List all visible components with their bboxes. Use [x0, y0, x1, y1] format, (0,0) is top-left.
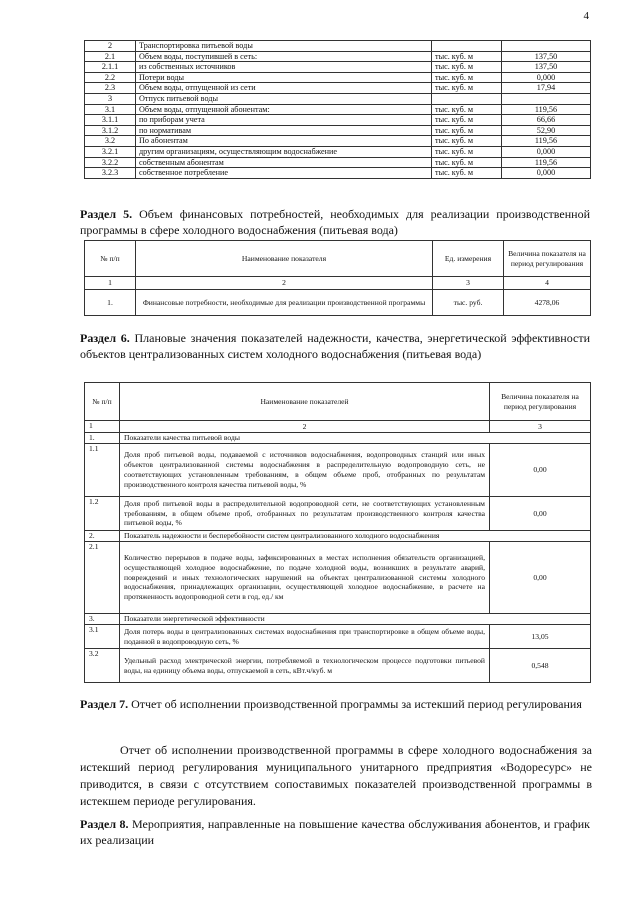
row-unit: тыс. куб. м [432, 157, 502, 168]
section8-label: Раздел 8. [80, 817, 129, 831]
t3-row-name: Количество перерывов в подаче воды, зафиксированных в местах исполнения обязательств организацией, осуществляющей холодное водоснабжение, по подаче холодной воды, возникших в результате аварий, повреждений и иных технологических нарушений на объектах централизованной системы холодного водоснабжения, принадлежащих организации, осуществляющей холодное водоснабжение, в расчете на протяженность водопроводной сети в год, ед./ км [120, 542, 490, 614]
t2-header-unit: Ед. измерения [433, 241, 504, 277]
table-row [85, 51, 591, 62]
t2-header-value: Величина показателя на период регулирования [504, 241, 591, 277]
t3-row-value: 0,00 [490, 444, 591, 497]
row-value: 119,56 [502, 104, 591, 115]
row-name: Объем воды, отпущенной из сети [136, 83, 432, 94]
t3-row-name: Доля потерь воды в централизованных системах водоснабжения при транспортировке в общем объеме воды, поданной в водопроводную сеть, % [120, 625, 490, 649]
row-value [502, 93, 591, 104]
t3-num-2: 2 [120, 421, 490, 433]
row-number: 3.2.3 [85, 168, 136, 179]
t3-row-n: 3.2 [85, 649, 120, 683]
row-value: 0,000 [502, 72, 591, 83]
t3-row-value: 13,05 [490, 625, 591, 649]
table-row [85, 168, 591, 179]
row-unit: тыс. куб. м [432, 115, 502, 126]
section6-title: Плановые значения показателей надежности, качества, энергетической эффективности объектов централизованных систем холодного водоснабжения (питьевая вода) [80, 331, 590, 361]
row-value: 17,94 [502, 83, 591, 94]
t3-row-value: 0,00 [490, 497, 591, 531]
t3-row-name: Удельный расход электрической энергии, потребляемой в технологическом процессе подготовки питьевой воды, на единицу объема воды, отпускаемой в сеть, кВт.ч/куб. м [120, 649, 490, 683]
t2-header-name: Наименование показателя [136, 241, 433, 277]
t3-group-1-title: Показатели качества питьевой воды [120, 433, 591, 444]
financial-needs-table [84, 240, 591, 316]
t3-row-n: 1.1 [85, 444, 120, 497]
row-name: По абонентам [136, 136, 432, 147]
row-value: 119,56 [502, 157, 591, 168]
row-value [502, 41, 591, 52]
row-unit: тыс. куб. м [432, 51, 502, 62]
row-value: 137,50 [502, 51, 591, 62]
t3-row-n: 3.1 [85, 625, 120, 649]
t3-row-n: 2.1 [85, 542, 120, 614]
t3-row-value: 0,00 [490, 542, 591, 614]
row-unit [432, 93, 502, 104]
row-value: 52,90 [502, 125, 591, 136]
t3-header-n: № п/п [85, 383, 120, 421]
section7-paragraph: Отчет об исполнении производственной программы в сфере холодного водоснабжения за истекший период регулирования муниципального унитарного предприятия «Водоресурс» не приводится, в связи с отсутствием сопоставимых показателей производственной программы в истекшем периоде регулирования. [80, 743, 592, 808]
t3-row-name: Доля проб питьевой воды, подаваемой с источников водоснабжения, водопроводных станций или иных объектов централизованной системы водоснабжения в распределительную водопроводную сеть, не соответствующих установленным требованиям, в общем объеме проб, отобранных по результатам производственного контроля качества питьевой воды, % [120, 444, 490, 497]
table-row [85, 93, 591, 104]
section8-title: Мероприятия, направленные на повышение качества обслуживания абонентов, и график их реализации [80, 817, 590, 847]
t2-num-1: 1 [85, 277, 136, 290]
table-row [85, 104, 591, 115]
t2-num-2: 2 [136, 277, 433, 290]
table-row [85, 136, 591, 147]
row-name: по приборам учета [136, 115, 432, 126]
row-name: из собственных источников [136, 62, 432, 73]
table-row [85, 83, 591, 94]
table-row [85, 41, 591, 52]
row-unit: тыс. куб. м [432, 136, 502, 147]
t2-row-value: 4278,06 [504, 290, 591, 316]
row-unit: тыс. куб. м [432, 72, 502, 83]
t3-row-n: 1.2 [85, 497, 120, 531]
t2-header-n: № п/п [85, 241, 136, 277]
row-name: Отпуск питьевой воды [136, 93, 432, 104]
row-number: 3.2.1 [85, 146, 136, 157]
section5-label: Раздел 5. [80, 207, 133, 221]
row-value: 66,66 [502, 115, 591, 126]
row-name: Объем воды, отпущенной абонентам: [136, 104, 432, 115]
t2-row-unit: тыс. руб. [433, 290, 504, 316]
row-number: 3.1 [85, 104, 136, 115]
row-unit: тыс. куб. м [432, 168, 502, 179]
row-unit [432, 41, 502, 52]
row-unit: тыс. куб. м [432, 125, 502, 136]
section8-heading [80, 816, 590, 848]
row-number: 2.1 [85, 51, 136, 62]
row-value: 137,50 [502, 62, 591, 73]
row-number: 2.3 [85, 83, 136, 94]
t2-num-3: 3 [433, 277, 504, 290]
row-number: 3.1.2 [85, 125, 136, 136]
row-number: 3.1.1 [85, 115, 136, 126]
row-unit: тыс. куб. м [432, 83, 502, 94]
row-number: 2.2 [85, 72, 136, 83]
t3-group-3-title: Показатели энергетической эффективности [120, 614, 591, 625]
section5-heading [80, 206, 590, 238]
t3-group-1-n: 1. [85, 433, 120, 444]
t2-num-4: 4 [504, 277, 591, 290]
row-name: Потери воды [136, 72, 432, 83]
section5-title: Объем финансовых потребностей, необходимых для реализации производственной программы в сфере холодного водоснабжения (питьевая вода) [80, 207, 590, 237]
page-number: 4 [583, 10, 589, 22]
indicators-table [84, 382, 591, 683]
t3-group-3-n: 3. [85, 614, 120, 625]
row-number: 3.2 [85, 136, 136, 147]
table-row [85, 72, 591, 83]
row-name: собственное потребление [136, 168, 432, 179]
row-name: по нормативам [136, 125, 432, 136]
t3-group-2-title: Показатель надежности и бесперебойности систем централизованного холодного водоснабжения [120, 531, 591, 542]
row-unit: тыс. куб. м [432, 104, 502, 115]
section6-heading [80, 330, 590, 362]
row-value: 0,000 [502, 146, 591, 157]
row-number: 2 [85, 41, 136, 52]
row-name: Транспортировка питьевой воды [136, 41, 432, 52]
row-value: 0,000 [502, 168, 591, 179]
row-name: Объем воды, поступившей в сеть: [136, 51, 432, 62]
table-row [85, 146, 591, 157]
row-number: 3 [85, 93, 136, 104]
row-name: собственным абонентам [136, 157, 432, 168]
water-balance-table [84, 40, 591, 179]
t2-row-n: 1. [85, 290, 136, 316]
row-number: 2.1.1 [85, 62, 136, 73]
t3-header-value: Величина показателя на период регулирования [490, 383, 591, 421]
row-name: другим организациям, осуществляющим водоснабжение [136, 146, 432, 157]
t3-num-3: 3 [490, 421, 591, 433]
table-row [85, 125, 591, 136]
t3-row-value: 0,548 [490, 649, 591, 683]
section7-title: Отчет об исполнении производственной программы за истекший период регулирования [128, 697, 582, 711]
table-row [85, 115, 591, 126]
table-row [85, 62, 591, 73]
row-number: 3.2.2 [85, 157, 136, 168]
row-unit: тыс. куб. м [432, 146, 502, 157]
section6-label: Раздел 6. [80, 331, 130, 345]
t3-header-name: Наименование показателей [120, 383, 490, 421]
t3-row-name: Доля проб питьевой воды в распределительной водопроводной сети, не соответствующих установленным требованиям, в общем объеме проб, отобранных по результатам производственного контроля качества питьевой воды, % [120, 497, 490, 531]
row-value: 119,56 [502, 136, 591, 147]
table-row [85, 157, 591, 168]
t2-row-name: Финансовые потребности, необходимые для реализации производственной программы [136, 290, 433, 316]
section7-label: Раздел 7. [80, 697, 129, 711]
row-unit: тыс. куб. м [432, 62, 502, 73]
t3-num-1: 1 [85, 421, 120, 433]
section7-heading [80, 696, 590, 712]
t3-group-2-n: 2. [85, 531, 120, 542]
